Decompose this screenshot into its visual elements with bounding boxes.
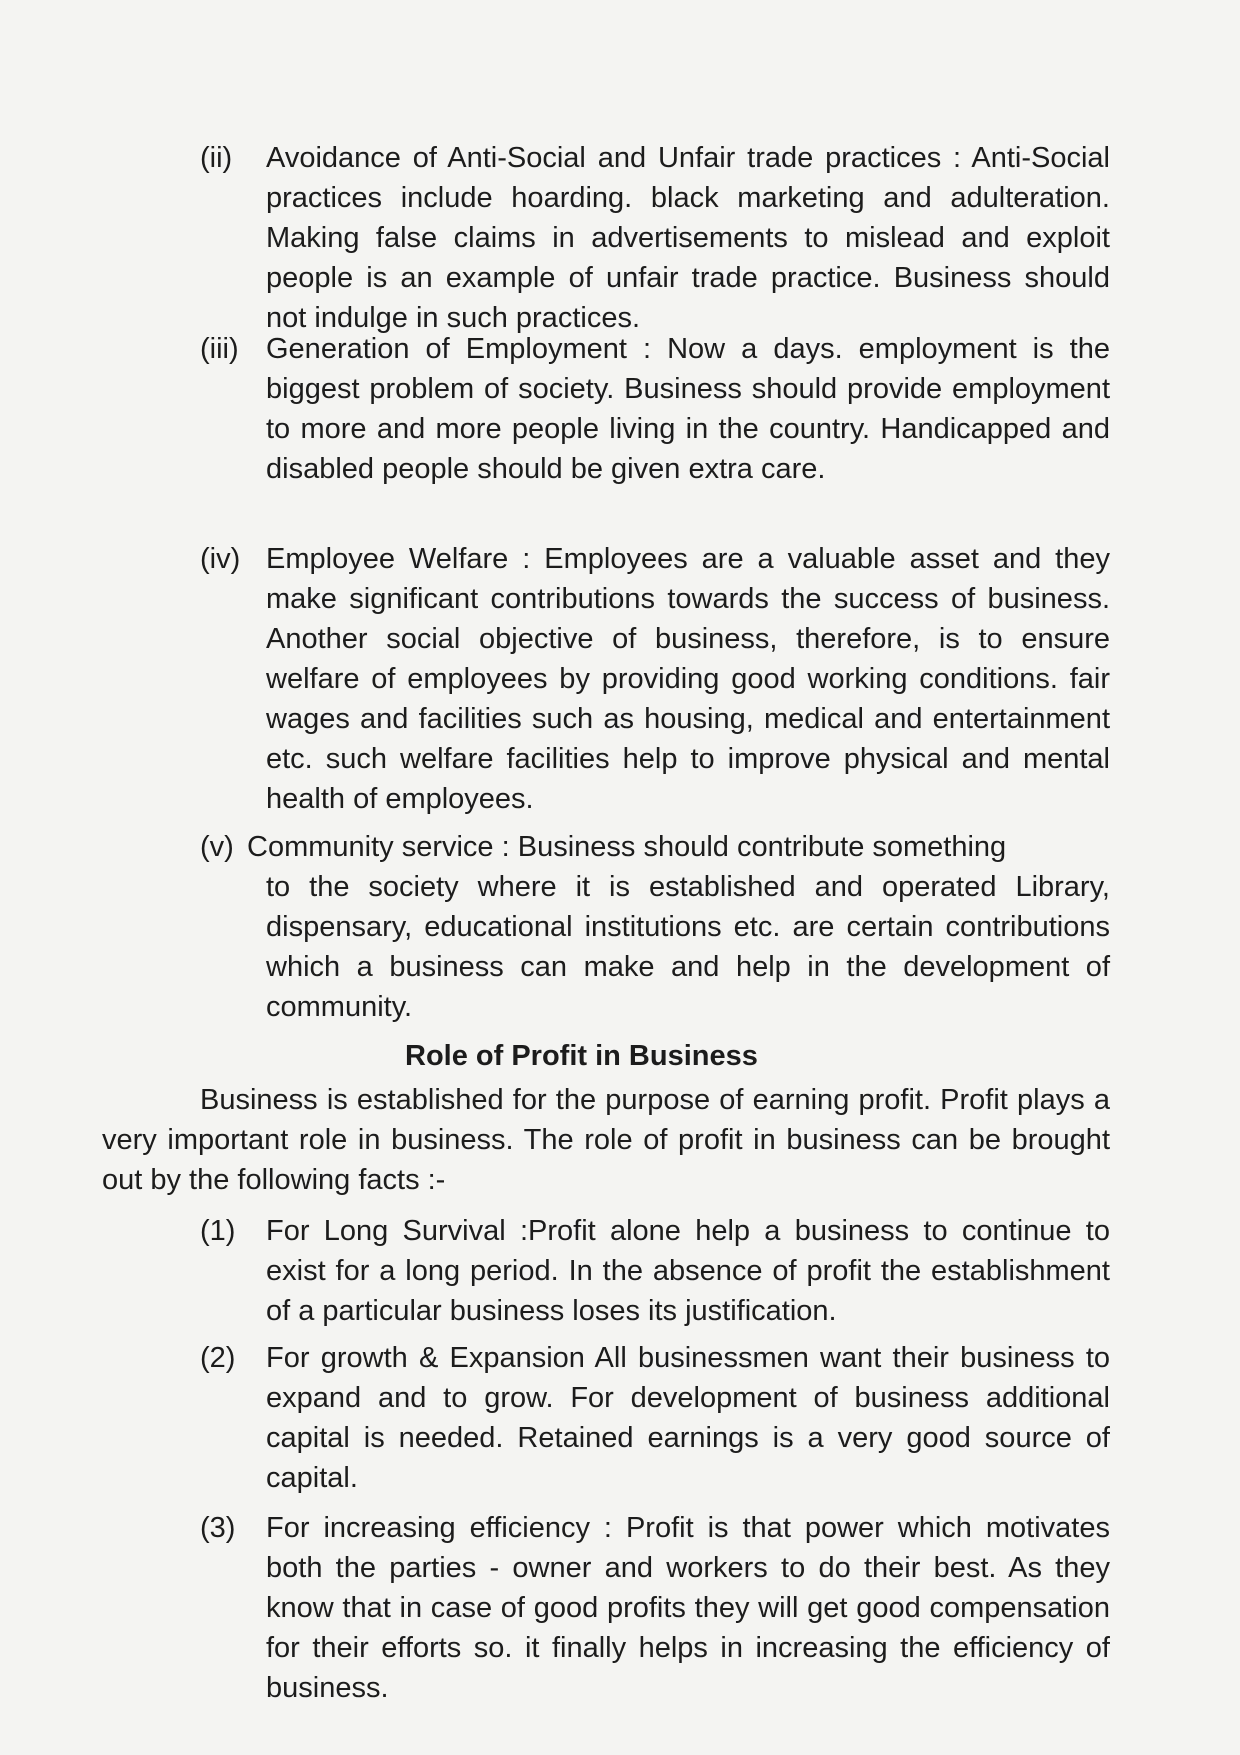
- list-number: (iii): [200, 333, 239, 365]
- list-number: (2): [200, 1342, 236, 1374]
- intro-paragraph: Business is established for the purpose of earning profit. Profit plays a very important role in business. The role of profit in business can be brought out by the following facts :-: [102, 1084, 1110, 1196]
- list-number: (iv): [200, 543, 241, 575]
- list-text: Avoidance of Anti-Social and Unfair trade practices : Anti-Social practices include hoarding. black marketing and adulteration. Making false claims in advertisements to mislead and exploit people is an example of unfair trade practice. Business should not indulge in such practices.: [266, 142, 1110, 334]
- list-text: For Long Survival :Profit alone help a business to continue to exist for a long period. In the absence of profit the establishment of a particular business loses its justification.: [266, 1215, 1110, 1327]
- section-heading: Role of Profit in Business: [405, 1040, 758, 1072]
- list-number: (3): [200, 1512, 236, 1544]
- list-number: (1): [200, 1215, 236, 1247]
- list-number: (ii): [200, 142, 233, 174]
- list-number: (v): [200, 831, 234, 863]
- list-text: Employee Welfare : Employees are a valuable asset and they make significant contributions towards the success of business. Another social objective of business, therefore, is to ensure welfare of employees by providing good working conditions. fair wages and facilities such as housing, medical and entertainment etc. such welfare facilities help to improve physical and mental health of employees.: [266, 543, 1110, 815]
- list-text: For increasing efficiency : Profit is that power which motivates both the parties - owner and workers to do their best. As they know that in case of good profits they will get good compensation for their efforts so. it finally helps in increasing the efficiency of business.: [266, 1512, 1110, 1704]
- list-text-first-line: Community service : Business should contribute something: [247, 831, 1007, 863]
- list-text: Generation of Employment : Now a days. employment is the biggest problem of society. Business should provide employment to more and more people living in the country. Handicapped and disabled people should be given extra care.: [266, 333, 1110, 485]
- list-text: For growth & Expansion All businessmen want their business to expand and to grow. For development of business additional capital is needed. Retained earnings is a very good source of capital.: [266, 1342, 1110, 1494]
- list-text: to the society where it is established and operated Library, dispensary, educational institutions etc. are certain contributions which a business can make and help in the development of community.: [266, 871, 1110, 1023]
